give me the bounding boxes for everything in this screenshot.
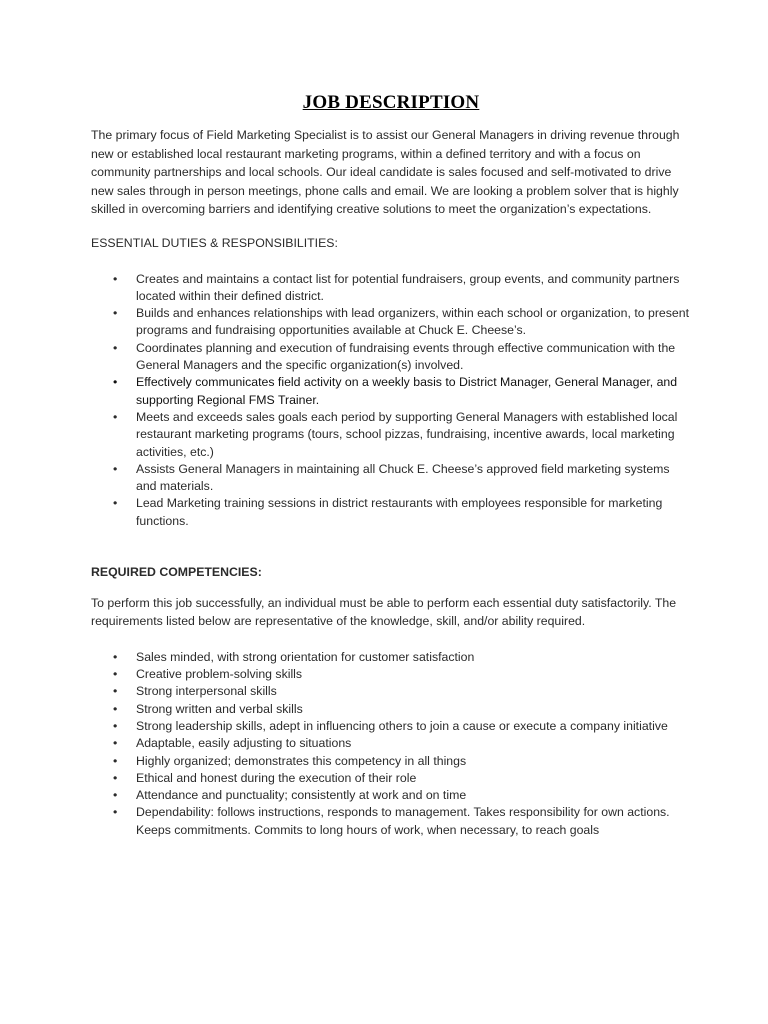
bullet-icon: • [113, 805, 118, 820]
competency-text: Sales minded, with strong orientation for customer satisfaction [136, 649, 475, 664]
list-item [91, 804, 691, 839]
duty-text: Lead Marketing training sessions in district restaurants with employees responsible for marketing functions. [136, 496, 663, 528]
duty-text: Creates and maintains a contact list for potential fundraisers, group events, and community partners located within their defined district. [136, 271, 680, 303]
competency-text: Attendance and punctuality; consistently at work and on time [136, 788, 467, 803]
bullet-icon: • [113, 409, 118, 424]
bullet-icon: • [113, 271, 118, 286]
bullet-icon: • [113, 375, 118, 390]
bullet-icon: • [113, 340, 118, 355]
document-page [91, 92, 691, 839]
bullet-icon: • [113, 306, 118, 321]
list-item [91, 666, 691, 683]
competency-text: Ethical and honest during the execution of their role [136, 770, 417, 785]
bullet-icon: • [113, 684, 118, 699]
list-item [91, 718, 691, 735]
list-item [91, 305, 691, 340]
bullet-icon: • [113, 718, 118, 733]
duties-list [91, 271, 691, 530]
duty-text: Assists General Managers in maintaining all Chuck E. Cheese’s approved field marketing systems and materials. [136, 461, 670, 494]
list-item [91, 770, 691, 787]
list-item [91, 340, 691, 375]
list-item [91, 271, 691, 306]
list-item [91, 701, 691, 718]
list-item [91, 409, 691, 461]
bullet-icon: • [113, 788, 118, 803]
competencies-list [91, 649, 691, 839]
competency-text: Strong interpersonal skills [136, 684, 277, 699]
competencies-intro: To perform this job successfully, an individual must be able to perform each essential duty satisfactorily. The requirements listed below are representative of the knowledge, skill, and/or ability required. [91, 595, 677, 629]
bullet-icon: • [113, 667, 118, 682]
competency-text: Highly organized; demonstrates this competency in all things [136, 753, 467, 768]
competencies-heading: REQUIRED COMPETENCIES: [91, 565, 262, 580]
list-item [91, 753, 691, 770]
intro-paragraph: The primary focus of Field Marketing Specialist is to assist our General Managers in driving revenue through new or established local restaurant marketing programs, within a defined territory and with a focus on community partnerships and local schools. Our ideal candidate is sales focused and self-motivated to drive new sales through in person meetings, phone calls and email. We are looking a problem solver that is highly skilled in overcoming barriers and identifying creative solutions to meet the organization’s expectations. [91, 128, 680, 217]
bullet-icon: • [113, 770, 118, 785]
duty-text: Effectively communicates field activity on a weekly basis to District Manager, General Manager, and supporting Regional FMS Trainer. [136, 375, 678, 407]
list-item [91, 374, 691, 409]
list-item [91, 461, 691, 496]
bullet-icon: • [113, 736, 118, 751]
duty-text: Meets and exceeds sales goals each period by supporting General Managers with established local restaurant marketing programs (tours, school pizzas, fundraising, incentive awards, local marketing activities, etc.) [136, 409, 678, 459]
bullet-icon: • [113, 701, 118, 716]
competency-text: Strong leadership skills, adept in influencing others to join a cause or execute a company initiative [136, 718, 668, 733]
list-item [91, 495, 691, 530]
list-item [91, 787, 691, 804]
duties-heading: ESSENTIAL DUTIES & RESPONSIBILITIES: [91, 235, 338, 250]
competency-text: Strong written and verbal skills [136, 701, 303, 716]
document-title: JOB DESCRIPTION [302, 92, 480, 113]
list-item [91, 649, 691, 666]
list-item [91, 735, 691, 752]
bullet-icon: • [113, 649, 118, 664]
duty-text: Coordinates planning and execution of fundraising events through effective communication with the General Managers and the specific organization(s) involved. [136, 340, 676, 373]
competency-text: Creative problem-solving skills [136, 667, 303, 682]
bullet-icon: • [113, 753, 118, 768]
competency-text: Adaptable, easily adjusting to situations [136, 736, 352, 751]
bullet-icon: • [113, 461, 118, 476]
duty-text: Builds and enhances relationships with lead organizers, within each school or organization, to present programs and fundraising opportunities available at Chuck E. Cheese’s. [136, 306, 690, 338]
bullet-icon: • [113, 496, 118, 511]
list-item [91, 683, 691, 700]
competency-text: Dependability: follows instructions, responds to management. Takes responsibility for own actions. Keeps commitments. Commits to long hours of work, when necessary, to reach goals [136, 805, 670, 837]
